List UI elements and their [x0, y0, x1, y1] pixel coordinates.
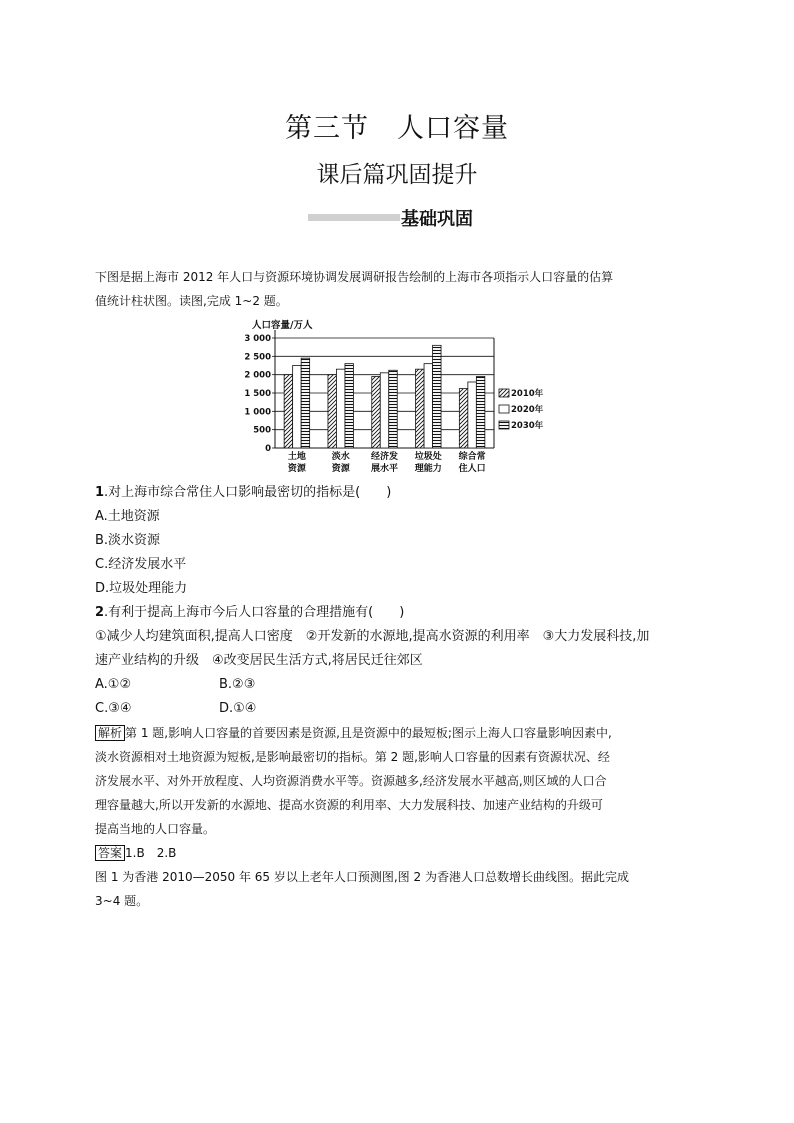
page-subtitle: 课后篇巩固提升: [316, 162, 478, 188]
category-label: 淡水: [331, 452, 350, 462]
population-capacity-chart: [244, 316, 558, 476]
q2-options-row-2: [95, 697, 343, 721]
y-tick-label: 2 500: [244, 352, 271, 363]
y-axis-label: 人口容量/万人: [252, 320, 313, 331]
intro-line-1: 下图是据上海市 2012 年人口与资源环境协调发展调研报告绘制的上海市各项指示人口容量的估算: [95, 270, 614, 284]
answer-block: [95, 841, 703, 865]
q2-options-row-1: [95, 673, 343, 697]
category-label: 经济发: [370, 452, 399, 462]
legend-swatch: [499, 405, 509, 413]
q1-option-a: A.土地资源: [95, 509, 160, 524]
analysis-tag: 解析: [95, 725, 125, 741]
q1-option-c: C.经济发展水平: [95, 557, 187, 572]
question-2-text: .有利于提高上海市今后人口容量的合理措施有( ): [104, 605, 405, 620]
category-label: 展水平: [370, 464, 399, 474]
next-intro: [95, 865, 703, 913]
bar: [476, 377, 485, 449]
intro-text: [95, 265, 703, 313]
category-label: 住人口: [458, 464, 486, 474]
category-label: 理能力: [414, 464, 442, 474]
y-tick-label: 1 000: [244, 407, 271, 418]
legend-swatch: [499, 421, 509, 429]
analysis-line-5: 提高当地的人口容量。: [95, 822, 216, 836]
legend-label: 2010年: [511, 389, 544, 399]
next-intro-line-2: 3~4 题。: [95, 894, 149, 908]
category-label: 综合常: [458, 452, 486, 462]
page-title: 第三节 人口容量: [285, 113, 509, 144]
legend-label: 2020年: [511, 405, 544, 415]
bar: [293, 366, 302, 449]
analysis-line-1-text: 第 1 题,影响人口容量的首要因素是资源,且是资源中的最短板;图示上海人口容量影响因素中,: [125, 726, 612, 740]
bar: [284, 375, 293, 448]
analysis-line-2: 淡水资源相对土地资源为短板,是影响最密切的指标。第 2 题,影响人口容量的因素有资源状况、经: [95, 750, 610, 764]
bar: [380, 373, 389, 448]
y-tick-label: 2 000: [244, 370, 271, 381]
q2-option-d: D.①④: [219, 701, 257, 716]
bar: [433, 345, 442, 448]
category-label: 资源: [287, 464, 306, 474]
bar: [459, 389, 468, 448]
y-tick-label: 1 500: [244, 389, 271, 399]
legend-swatch: [499, 389, 509, 397]
analysis-line-3: 济发展水平、对外开放程度、人均资源消费水平等。资源越多,经济发展水平越高,则区域的人口合: [95, 774, 607, 788]
intro-line-2: 值统计柱状图。读图,完成 1~2 题。: [95, 294, 288, 308]
section-heading: 基础巩固: [401, 209, 473, 230]
q2-option-b: B.②③: [219, 677, 256, 692]
question-1-text: .对上海市综合常住人口影响最密切的指标是( ): [104, 485, 392, 500]
bar: [468, 382, 477, 448]
q1-option-d: D.垃圾处理能力: [95, 581, 188, 596]
bar: [345, 364, 354, 448]
section-bar: [308, 214, 400, 221]
answer-tag: 答案: [95, 845, 125, 861]
next-intro-line-1: 图 1 为香港 2010—2050 年 65 岁以上老年人口预测图,图 2 为香港人口总数增长曲线图。据此完成: [95, 870, 629, 884]
bar: [372, 377, 381, 449]
bar: [328, 375, 337, 448]
bar: [416, 369, 425, 448]
analysis-line-4: 理容量越大,所以开发新的水源地、提高水资源的利用率、大力发展科技、加速产业结构的升级可: [95, 798, 603, 812]
analysis-block: [95, 721, 703, 841]
q2-option-a: A.①②: [95, 677, 132, 692]
bar: [336, 369, 345, 448]
q2-statement-line-1: ①减少人均建筑面积,提高人口密度 ②开发新的水源地,提高水资源的利用率 ③大力发展科技,加: [95, 629, 650, 644]
chart-body: [244, 319, 543, 474]
q1-option-b: B.淡水资源: [95, 533, 161, 548]
legend-label: 2030年: [511, 421, 544, 431]
category-label: 资源: [331, 464, 350, 474]
q2-option-c: C.③④: [95, 701, 132, 716]
answer-text: 1.B 2.B: [125, 846, 177, 860]
bar: [424, 364, 433, 448]
question-2: [95, 601, 404, 625]
analysis-line-1: [95, 721, 703, 745]
question-1: [95, 481, 391, 505]
category-label: 垃圾处: [414, 452, 442, 462]
question-1-number: 1: [95, 485, 105, 500]
q2-statement-line-2: 速产业结构的升级 ④改变居民生活方式,将居民迁往郊区: [95, 653, 423, 668]
y-tick-label: 500: [253, 425, 271, 436]
y-tick-label: 3 000: [244, 334, 271, 344]
y-tick-label: 0: [265, 444, 271, 454]
bar: [389, 370, 398, 448]
category-label: 土地: [287, 452, 306, 462]
bar: [301, 358, 310, 448]
question-2-number: 2: [95, 605, 105, 620]
